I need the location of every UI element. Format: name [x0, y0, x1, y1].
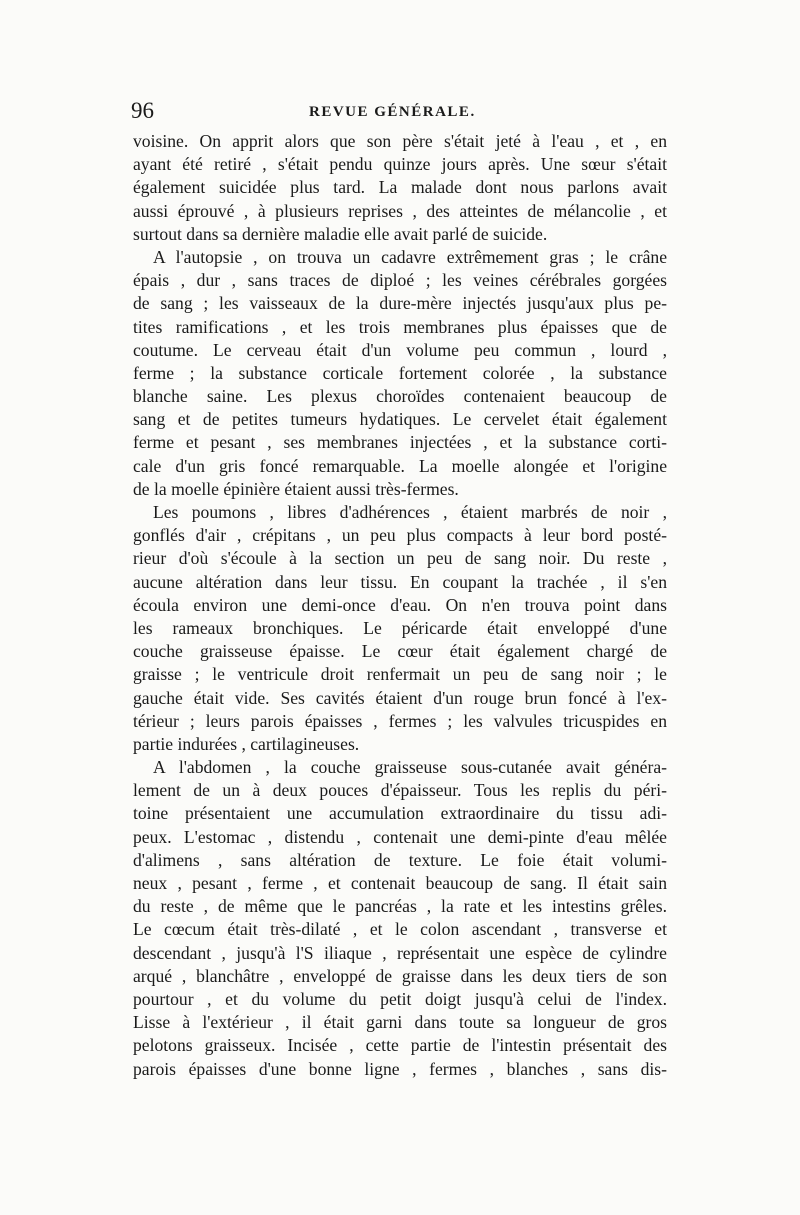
text-line: aucune altération dans leur tissu. En coupant la trachée , il s'en — [133, 571, 667, 592]
text-line: surtout dans sa dernière maladie elle avait parlé de suicide. — [133, 223, 548, 244]
text-line: toine présentaient une accumulation extraordinaire du tissu adi- — [133, 803, 667, 824]
body-text — [133, 130, 667, 1081]
text-line: de sang ; les vaisseaux de la dure-mère injectés jusqu'aux plus pe- — [133, 293, 667, 314]
text-line: ferme ; la substance corticale fortement colorée , la substance — [133, 362, 667, 383]
text-line: partie indurées , cartilagineuses. — [133, 733, 360, 754]
text-line: pourtour , et du volume du petit doigt jusqu'à celui de l'index. — [133, 988, 667, 1009]
running-title: REVUE GÉNÉRALE. — [309, 104, 476, 120]
text-line: d'alimens , sans altération de texture. Le foie était volumi- — [133, 849, 667, 870]
text-line: A l'abdomen , la couche graisseuse sous-cutanée avait généra- — [153, 757, 667, 778]
text-line: écoula environ une demi-once d'eau. On n'en trouva point dans — [133, 594, 667, 615]
text-line: ayant été retiré , s'était pendu quinze jours après. Une sœur s'était — [133, 154, 667, 175]
text-line: Lisse à l'extérieur , il était garni dans toute sa longueur de gros — [133, 1012, 667, 1033]
page-number: 96 — [131, 98, 154, 123]
text-line: rieur d'où s'écoule à la section un peu de sang noir. Du reste , — [133, 548, 667, 569]
text-line: du reste , de même que le pancréas , la rate et les intestins grêles. — [133, 896, 667, 917]
text-line: Les poumons , libres d'adhérences , étaient marbrés de noir , — [153, 502, 667, 522]
text-line: gauche était vide. Ses cavités étaient d'un rouge brun foncé à l'ex- — [133, 687, 667, 708]
text-line: térieur ; leurs parois épaisses , fermes ; les valvules tricuspides en — [133, 710, 667, 731]
text-line: épais , dur , sans traces de diploé ; les veines cérébrales gorgées — [133, 270, 667, 291]
text-line: voisine. On apprit alors que son père s'était jeté à l'eau , et , en — [133, 131, 667, 151]
text-line: tites ramifications , et les trois membranes plus épaisses que de — [133, 316, 667, 337]
text-line: Le cœcum était très-dilaté , et le colon ascendant , transverse et — [133, 919, 667, 940]
text-line: également suicidée plus tard. La malade dont nous parlons avait — [133, 177, 667, 198]
text-line: parois épaisses d'une bonne ligne , fermes , blanches , sans dis- — [133, 1058, 667, 1079]
text-line: lement de un à deux pouces d'épaisseur. Tous les replis du péri- — [133, 780, 667, 801]
text-line: graisse ; le ventricule droit renfermait un peu de sang noir ; le — [133, 664, 667, 685]
text-line: blanche saine. Les plexus choroïdes contenaient beaucoup de — [133, 386, 667, 407]
text-line: cale d'un gris foncé remarquable. La moelle alongée et l'origine — [133, 455, 667, 476]
text-line: de la moelle épinière étaient aussi très-fermes. — [133, 478, 459, 499]
text-line: arqué , blanchâtre , enveloppé de graisse dans les deux tiers de son — [133, 965, 667, 986]
running-head — [131, 96, 665, 126]
text-line: gonflés d'air , crépitans , un peu plus compacts à leur bord posté- — [133, 525, 667, 546]
text-line: aussi éprouvé , à plusieurs reprises , des atteintes de mélancolie , et — [133, 200, 667, 221]
text-line: A l'autopsie , on trouva un cadavre extrêmement gras ; le crâne — [153, 246, 667, 267]
text-line: couche graisseuse épaisse. Le cœur était également chargé de — [133, 641, 667, 662]
text-line: peux. L'estomac , distendu , contenait une demi-pinte d'eau mêlée — [133, 826, 667, 847]
text-line: descendant , jusqu'à l'S iliaque , représentait une espèce de cylindre — [133, 942, 667, 963]
text-line: sang et de petites tumeurs hydatiques. Le cervelet était également — [133, 409, 667, 430]
text-line: les rameaux bronchiques. Le péricarde était enveloppé d'une — [133, 617, 667, 638]
text-line: neux , pesant , ferme , et contenait beaucoup de sang. Il était sain — [133, 873, 667, 893]
text-line: ferme et pesant , ses membranes injectées , et la substance corti- — [133, 432, 667, 453]
text-line: pelotons graisseux. Incisée , cette partie de l'intestin présentait des — [133, 1035, 667, 1056]
text-line: coutume. Le cerveau était d'un volume peu commun , lourd , — [133, 339, 667, 360]
